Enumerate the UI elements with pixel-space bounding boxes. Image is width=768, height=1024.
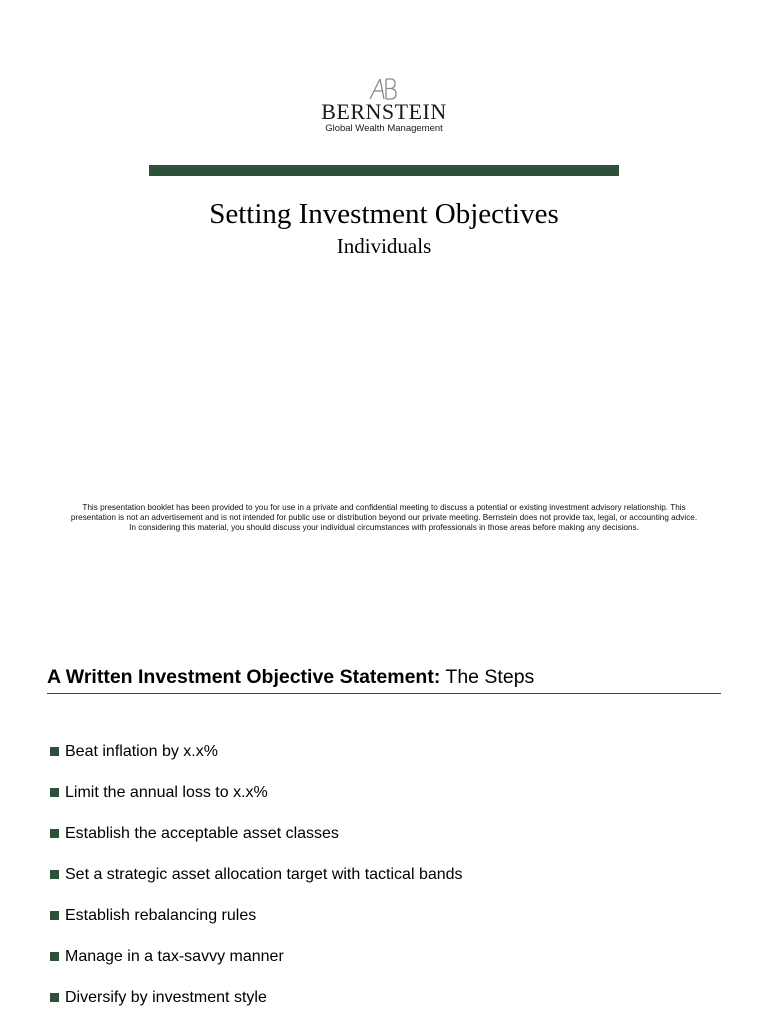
square-bullet-icon [50,993,59,1002]
section-heading [47,664,534,690]
list-item [50,977,463,1018]
list-item [50,731,463,772]
cover-title: Setting Investment Objectives [209,198,559,230]
list-item [50,772,463,813]
square-bullet-icon [50,829,59,838]
step-text: Set a strategic asset allocation target with tactical bands [65,865,463,883]
step-text: Diversify by investment style [65,988,267,1006]
brand-subtitle: Global Wealth Management [325,123,443,134]
section-heading-bold: A Written Investment Objective Statement: [47,666,441,688]
brand-logo [0,78,768,134]
list-item [50,936,463,977]
square-bullet-icon [50,788,59,797]
heading-divider [47,693,721,694]
list-item [50,813,463,854]
step-text: Limit the annual loss to x.x% [65,783,268,801]
square-bullet-icon [50,911,59,920]
section-heading-regular: The Steps [440,666,535,688]
steps-list [50,731,463,1018]
cover-subtitle: Individuals [336,234,432,258]
step-text: Beat inflation by x.x% [65,742,218,760]
step-text: Establish rebalancing rules [65,906,257,924]
square-bullet-icon [50,952,59,961]
step-text: Establish the acceptable asset classes [65,824,339,842]
title-accent-bar [149,165,619,176]
ab-logo-icon [364,78,404,100]
step-text: Manage in a tax-savvy manner [65,947,284,965]
list-item [50,854,463,895]
list-item [50,895,463,936]
disclaimer-text: This presentation booklet has been provided to you for use in a private and confidential meeting to discuss a potential or existing investment advisory relationship. This presentation is not an advertisement and is not intended for public use or distribution beyond our private meeting. Bernstein does not provide tax, legal, or accounting advice. In considering this material, you should discuss your individual circumstances with professionals in those areas before making any decisions. [70,503,698,532]
brand-name: BERNSTEIN [321,99,447,124]
square-bullet-icon [50,747,59,756]
square-bullet-icon [50,870,59,879]
